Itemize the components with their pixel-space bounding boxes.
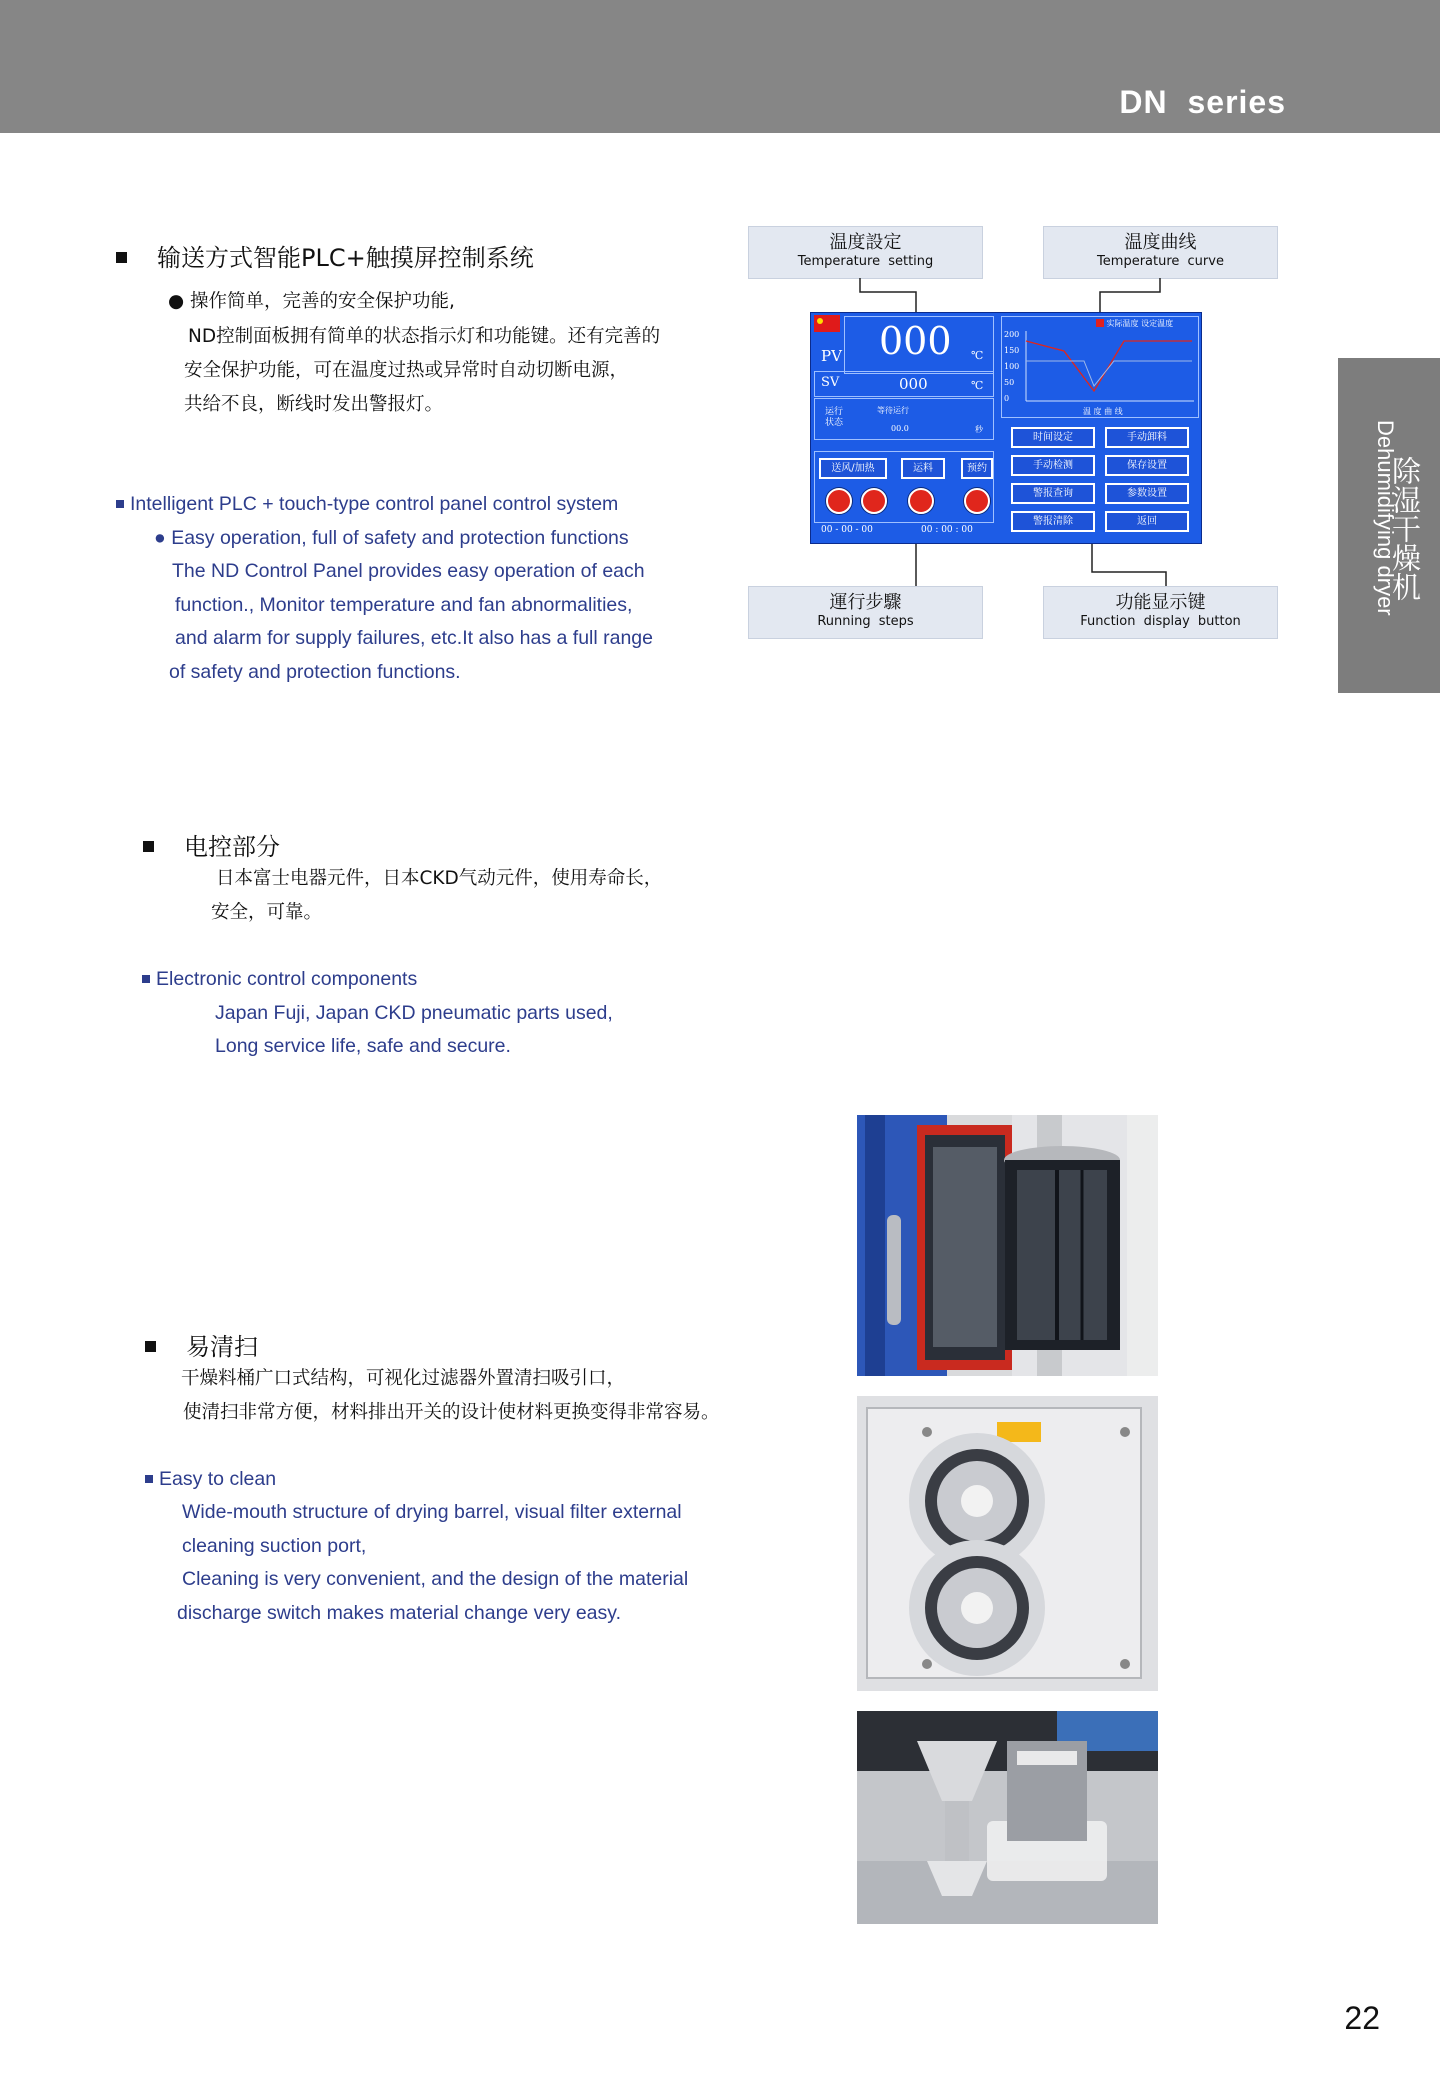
function-button-alarm-query[interactable]: 警报查询 — [1011, 483, 1095, 504]
function-button-parameters[interactable]: 参数设置 — [1105, 483, 1189, 504]
legend-red-swatch-icon — [1096, 319, 1104, 327]
section2-cn-line-1: 日本富士电器元件，日本CKD气动元件，使用寿命长， — [216, 868, 663, 889]
label-function-buttons-en: Function display button — [1080, 614, 1241, 629]
timer-unit: 秒 — [975, 425, 983, 434]
label-temp-setting-en: Temperature setting — [797, 254, 934, 269]
section1-en-title — [116, 488, 618, 522]
function-button-return[interactable]: 返回 — [1105, 511, 1189, 532]
section1-en-line-3: and alarm for supply failures, etc.It also has a full range — [175, 627, 653, 649]
function-button-save-settings[interactable]: 保存设置 — [1105, 455, 1189, 476]
page-number: 22 — [1344, 2000, 1380, 2036]
bullet-square-small-icon — [142, 975, 150, 983]
label-running-steps-en: Running steps — [817, 614, 914, 629]
section3-cn-line-1: 干燥料桶广口式结构，可视化过滤器外置清扫吸引口， — [181, 1368, 626, 1389]
indicator-light-1 — [826, 488, 852, 514]
status-label — [825, 407, 843, 429]
section1-cn-line-2: 安全保护功能，可在温度过热或异常时自动切断电源， — [184, 360, 629, 381]
label-running-steps-cn: 運行步驟 — [829, 592, 902, 613]
photo-dryer-barrel-graphic — [857, 1115, 1158, 1376]
sv-value[interactable]: 000 — [899, 375, 928, 393]
timer-value: 00.0 — [891, 424, 909, 433]
section3-en-line-1: Wide-mouth structure of drying barrel, visual filter external — [182, 1501, 682, 1523]
y-tick-100: 100 — [1004, 362, 1020, 371]
china-flag-icon — [814, 315, 840, 332]
section1-en-bullet: ● Easy operation, full of safety and protection functions — [154, 527, 629, 549]
bullet-square-small-icon — [145, 1475, 153, 1483]
sv-unit: ℃ — [971, 379, 984, 392]
section1-en-line-2: function., Monitor temperature and fan abnormalities, — [175, 594, 633, 616]
y-tick-150: 150 — [1004, 346, 1020, 355]
pv-label: PV — [821, 347, 842, 365]
curve-caption: 温 度 曲 线 — [1083, 407, 1123, 416]
bullet-square-icon — [145, 1341, 156, 1352]
label-temp-curve-en: Temperature curve — [1097, 254, 1224, 269]
series-title: DN series — [1119, 84, 1286, 120]
section2-en-line-1: Japan Fuji, Japan CKD pneumatic parts used, — [215, 1002, 613, 1024]
section1-cn-line-3: 共给不良，断线时发出警报灯。 — [184, 394, 444, 415]
section2-cn-title — [143, 827, 280, 862]
label-function-buttons-cn: 功能显示键 — [1115, 592, 1206, 613]
function-button-alarm-clear[interactable]: 警报清除 — [1011, 511, 1095, 532]
section1-en-line-4: of safety and protection functions. — [169, 661, 461, 683]
section3-cn-line-2: 使清扫非常方便，材料排出开关的设计使材料更换变得非常容易。 — [183, 1402, 720, 1423]
curve-legend — [1096, 318, 1173, 329]
section3-en-line-2: cleaning suction port, — [182, 1535, 367, 1557]
y-tick-50: 50 — [1004, 378, 1015, 387]
section2-cn-line-2: 安全，可靠。 — [211, 902, 323, 923]
function-button-manual-check[interactable]: 手动检测 — [1011, 455, 1095, 476]
status-text: 等待运行 — [877, 406, 909, 415]
section1-cn-title — [116, 238, 534, 273]
section2-en-title — [142, 963, 417, 997]
label-function-buttons — [1043, 586, 1278, 639]
indicator-light-3 — [908, 488, 934, 514]
section1-cn-title-text: 输送方式智能PLC+触摸屏控制系统 — [157, 244, 534, 272]
touch-panel-screen — [810, 312, 1202, 544]
bullet-square-small-icon — [116, 500, 124, 508]
photo-dryer-barrel — [857, 1115, 1158, 1376]
function-button-time-setting[interactable]: 时间设定 — [1011, 427, 1095, 448]
bottom-time: 00 : 00 : 00 — [921, 525, 973, 535]
pv-unit: ℃ — [971, 349, 984, 362]
section1-cn-bullet: ● 操作简单，完善的安全保护功能, — [168, 291, 455, 312]
temperature-curve-plot — [1024, 331, 1194, 403]
section3-cn-title — [145, 1327, 258, 1362]
status-label-2: 状态 — [825, 418, 844, 428]
label-temp-curve-cn: 温度曲线 — [1124, 232, 1197, 253]
photo-discharge-switch-graphic — [857, 1711, 1158, 1924]
step-button-blow-heat[interactable]: 送风/加热 — [819, 458, 887, 479]
indicator-light-2 — [861, 488, 887, 514]
indicator-light-4 — [964, 488, 990, 514]
photo-cleaning-ports — [857, 1396, 1158, 1691]
pv-value: 000 — [879, 319, 952, 363]
sv-label: SV — [821, 375, 840, 390]
photo-discharge-switch — [857, 1711, 1158, 1924]
status-label-1: 运行 — [825, 407, 844, 417]
step-button-load[interactable]: 运料 — [901, 458, 945, 479]
section2-cn-title-text: 电控部分 — [184, 833, 280, 861]
y-ticks — [1004, 327, 1019, 407]
legend-text: 实际温度 设定温度 — [1106, 319, 1174, 328]
label-running-steps — [748, 586, 983, 639]
section3-en-title — [145, 1463, 276, 1497]
side-tab-en: Dehumidifying dryer — [1373, 420, 1398, 616]
side-tab-cn: 除湿干燥机 — [1388, 456, 1422, 601]
section2-en-title-text: Electronic control components — [156, 968, 418, 990]
bottom-date: 00 - 00 - 00 — [821, 525, 873, 535]
section3-en-line-4: discharge switch makes material change very easy. — [177, 1602, 621, 1624]
step-button-reserve[interactable]: 预约 — [961, 458, 993, 479]
bullet-square-icon — [116, 252, 127, 263]
y-tick-200: 200 — [1004, 330, 1020, 339]
section2-en-line-2: Long service life, safe and secure. — [215, 1035, 511, 1057]
section1-en-title-text: Intelligent PLC + touch-type control panel control system — [130, 493, 619, 515]
section3-cn-title-text: 易清扫 — [186, 1333, 258, 1361]
function-button-manual-unload[interactable]: 手动卸料 — [1105, 427, 1189, 448]
photo-cleaning-ports-graphic — [857, 1396, 1158, 1691]
side-tab — [1338, 358, 1440, 693]
y-tick-0: 0 — [1004, 394, 1010, 403]
label-temp-setting-cn: 温度設定 — [829, 232, 902, 253]
section1-en-line-1: The ND Control Panel provides easy operation of each — [172, 560, 645, 582]
section3-en-line-3: Cleaning is very convenient, and the design of the material — [182, 1568, 689, 1590]
bullet-square-icon — [143, 841, 154, 852]
section3-en-title-text: Easy to clean — [159, 1468, 277, 1490]
section1-cn-line-1: ND控制面板拥有简单的状态指示灯和功能键。还有完善的 — [188, 326, 661, 347]
